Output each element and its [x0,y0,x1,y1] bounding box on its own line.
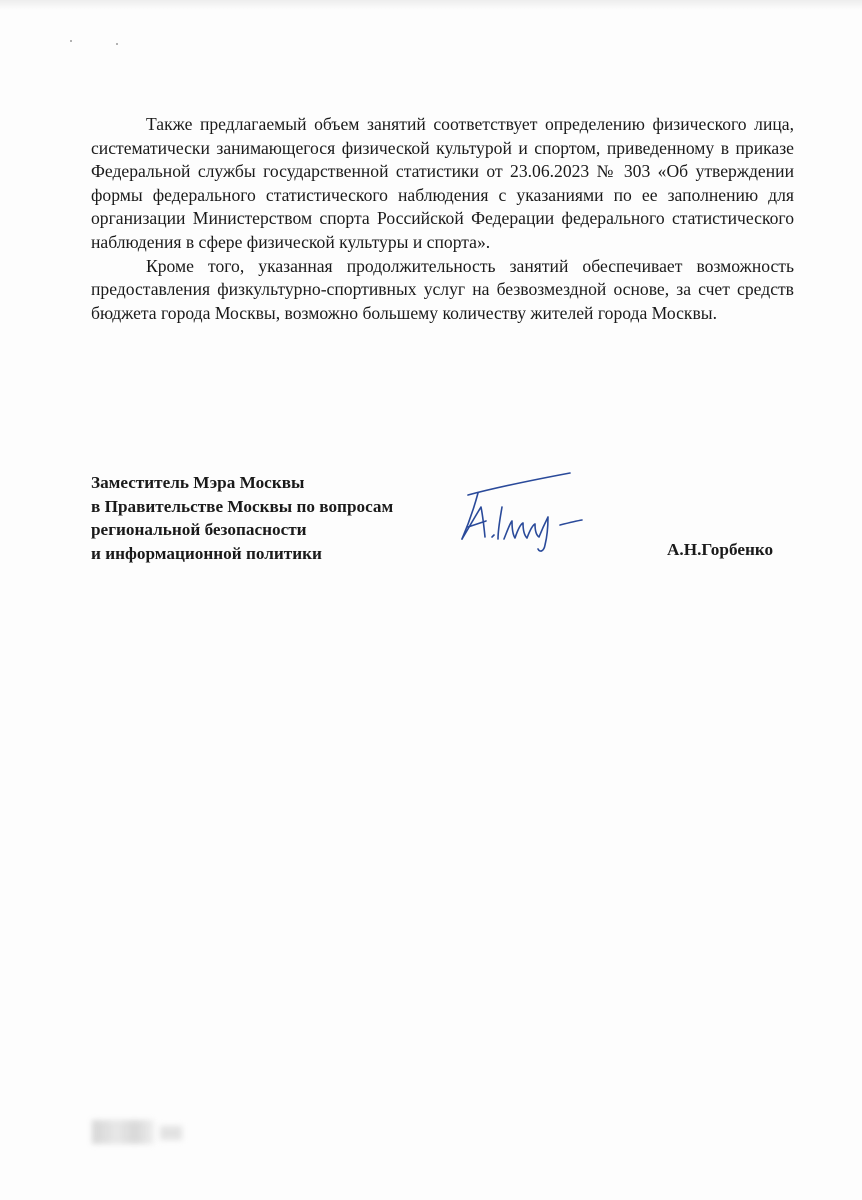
signer-position-line: Заместитель Мэра Москвы [91,473,305,492]
signer-name: А.Н.Горбенко [667,540,774,559]
signer-position [91,471,393,565]
redacted-mark [160,1126,182,1140]
signer-position-line: региональной безопасности [91,520,307,539]
handwritten-signature [448,463,618,553]
scan-speck [116,43,118,45]
scan-top-edge [0,0,862,10]
body-paragraph-2: Кроме того, указанная продолжительность занятий обеспечивает возможность предоставления физкультурно-спортивных услуг на безвозмездной основе, за счет средств бюджета города Москвы, возможно большему количеству жителей города Москвы. [91,255,794,323]
signer-position-line: и информационной политики [91,543,322,563]
body-paragraph-1: Также предлагаемый объем занятий соответствует определению физического лица, систематически занимающегося физической культурой и спортом, приведенному в приказе Федеральной службы государственной статистики от 23.06.2023 № 303 «Об утверждении формы федерального статистического наблюдения с указаниями по ее заполнению для организации Министерством спорта Российской Федерации федерального статистического наблюдения в сфере физической культуры и спорта». [91,114,794,252]
redacted-mark [92,1120,154,1144]
signer-position-line: в Правительстве Москвы по вопросам [91,496,394,516]
scan-speck [70,40,72,42]
letter-body [91,113,794,325]
